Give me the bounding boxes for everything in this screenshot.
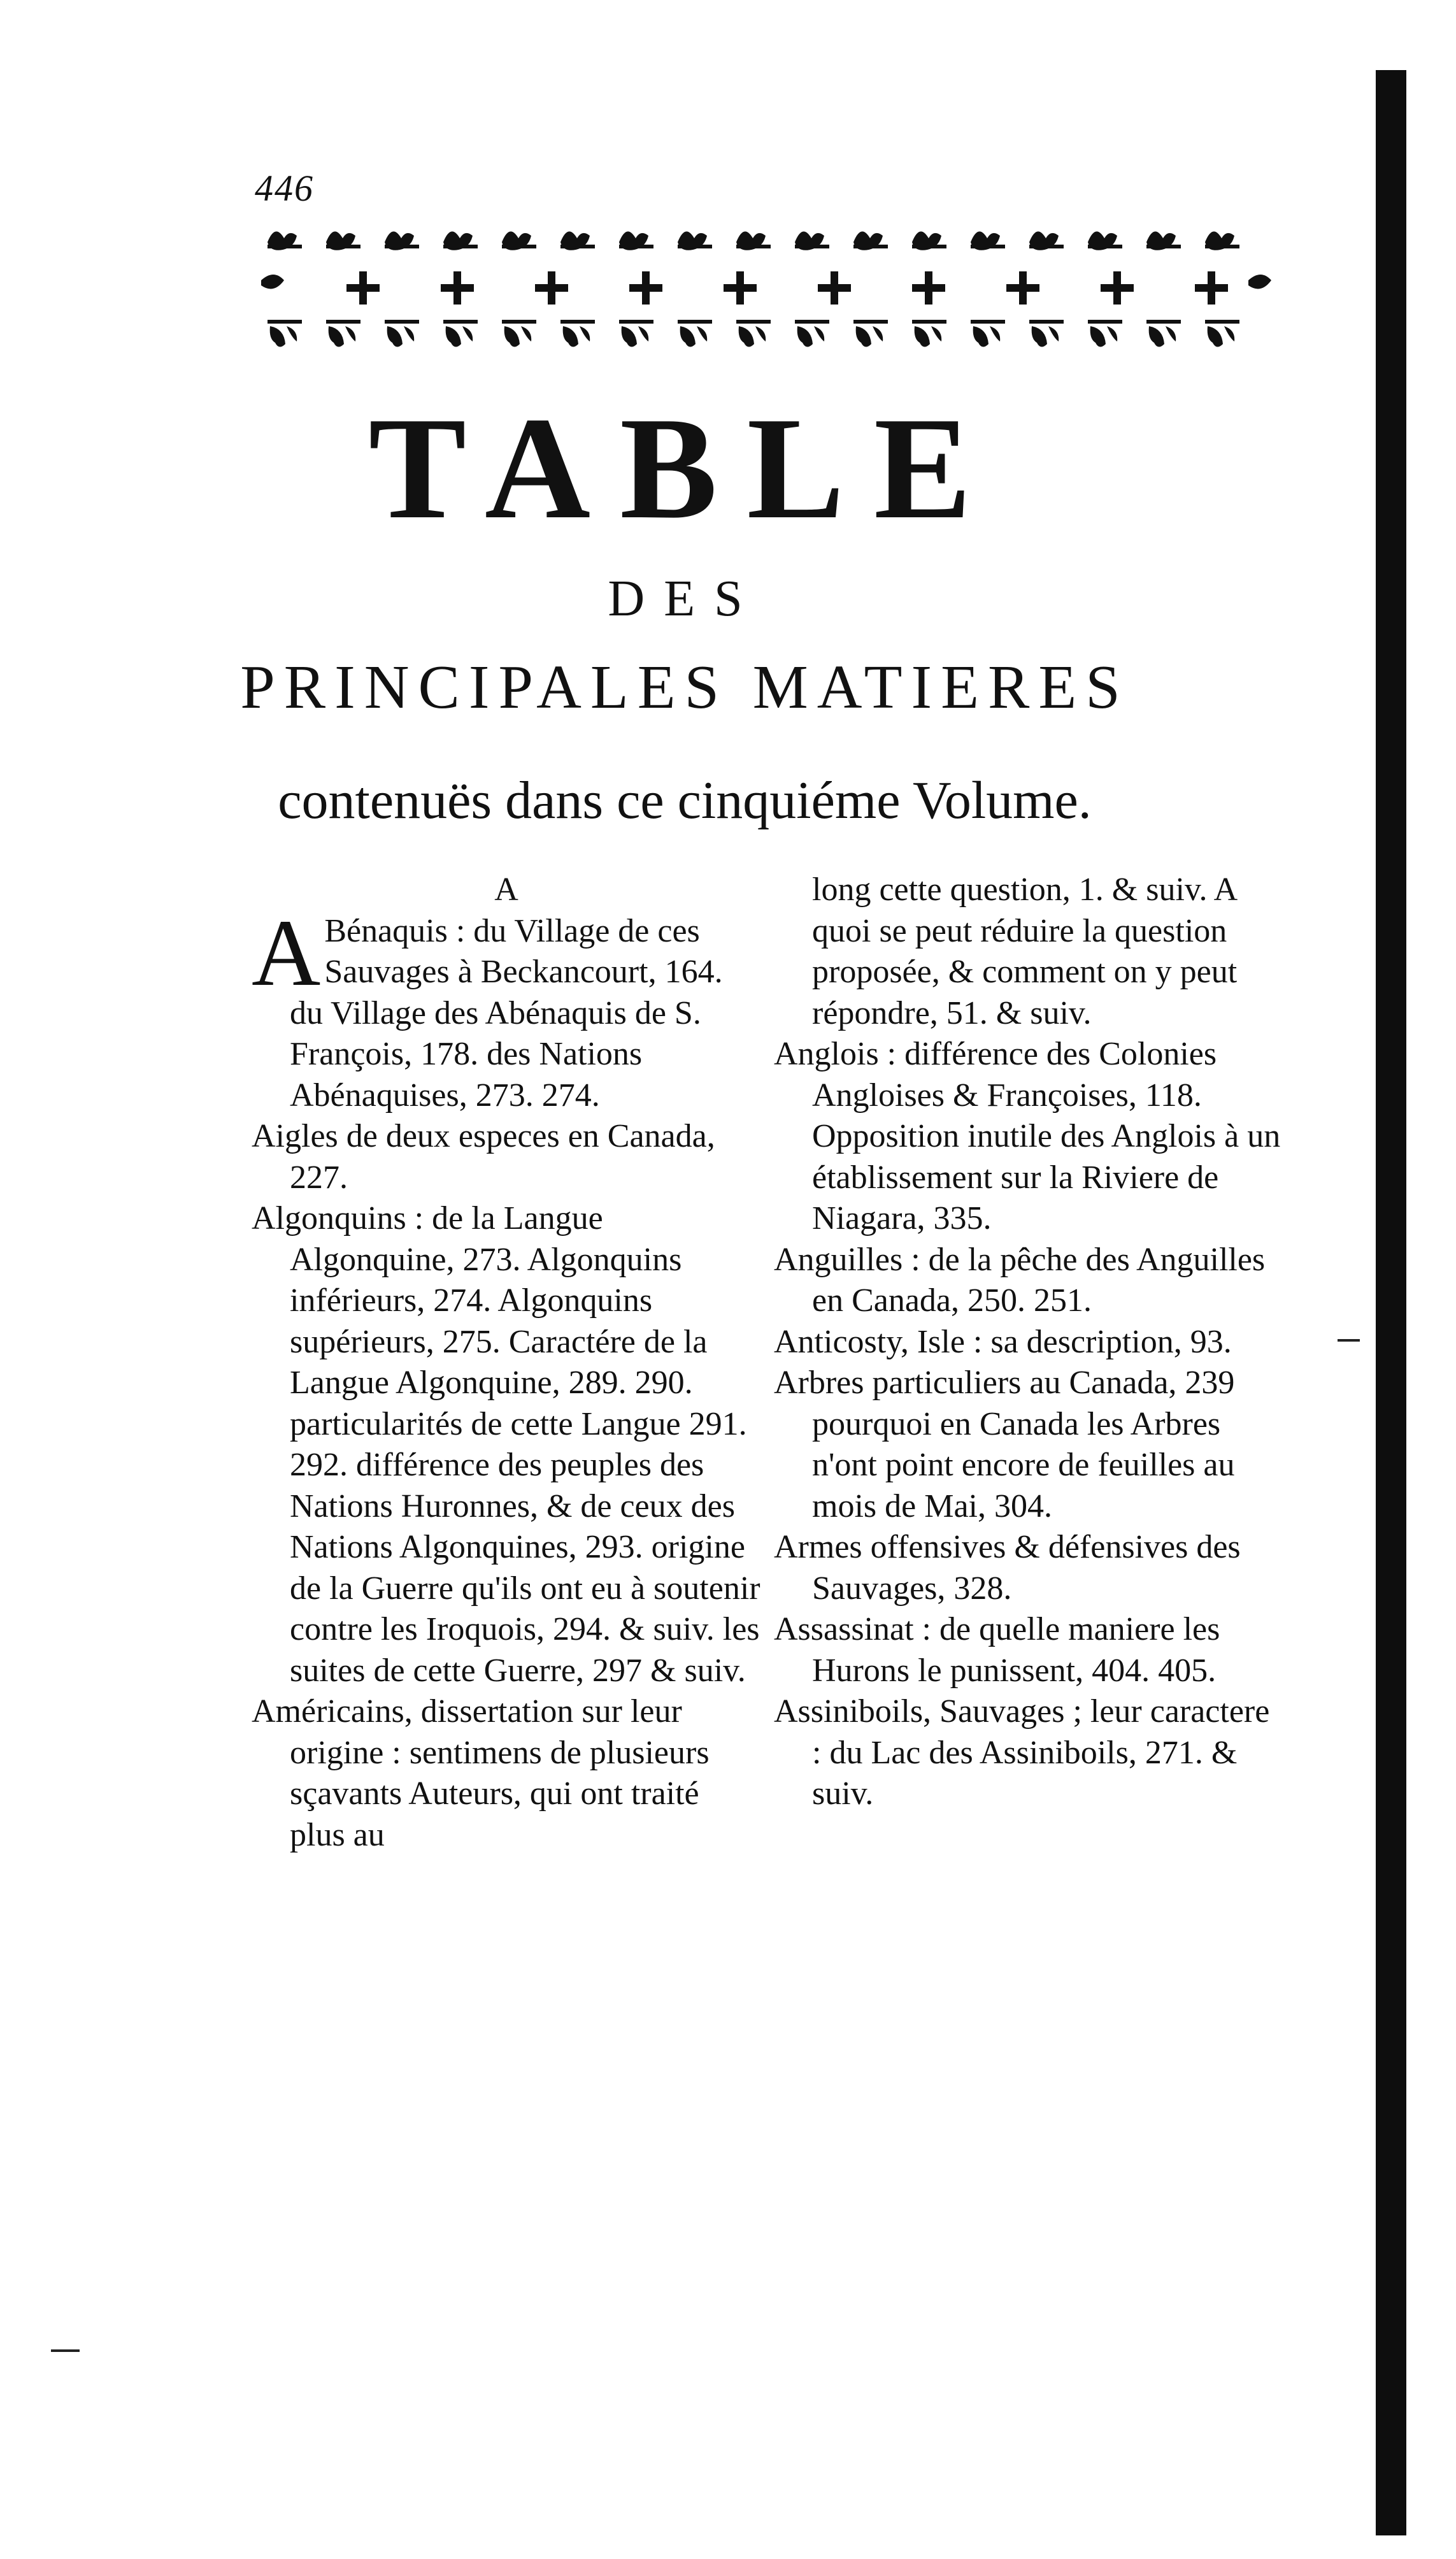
ornament-header-band [255, 217, 1274, 369]
fleuron-ornament [385, 320, 419, 347]
index-entry: Armes offensives & défensives des Sauvages, 328. [774, 1529, 1241, 1607]
fleuron-ornament [1029, 320, 1064, 347]
subtitle-contenues: contenuës dans ce cinquiéme Volume. [278, 771, 1092, 830]
fleuron-ornament [912, 320, 946, 347]
fleuron-ornament [261, 275, 284, 289]
index-entry: Algonquins : de la Langue Algonquine, 273. Algonquins inférieurs, 274. Algonquins supérieurs, 275. Caractére de la Langue Algonquine, 289. 290. particularités de cette Langue 291. 292. différence des peuples des Nations Huronnes, & de ceux des Nations Algonquines, 293. origine de la Guerre qu'ils ont eu à soutenir contre les Iroquois, 294. & suiv. les suites de cette Guerre, 297 & suiv. [252, 1200, 760, 1689]
cross-ornament [724, 271, 757, 305]
fleuron-ornament [971, 231, 1005, 250]
fleuron-ornament [443, 231, 478, 250]
fleuron-ornament [619, 231, 653, 250]
index-entry: Assassinat : de quelle maniere les Hurons le punissent, 404. 405. [774, 1611, 1220, 1689]
subtitle-des: DES [608, 571, 762, 627]
fleuron-ornament [853, 320, 888, 347]
page-number: 446 [255, 168, 314, 209]
index-entry [252, 900, 761, 1117]
fleuron-ornament [1205, 320, 1239, 347]
fleuron-ornament [268, 320, 302, 347]
index-entry: Arbres particuliers au Canada, 239 pourquoi en Canada les Arbres n'ont point encore de feuilles au mois de Mai, 304. [774, 1365, 1235, 1524]
fleuron-ornament [385, 231, 419, 250]
cross-ornament [1195, 271, 1228, 305]
fleuron-ornament [795, 320, 829, 347]
fleuron-ornament [268, 231, 302, 250]
fleuron-ornament [1146, 231, 1181, 250]
cross-ornament [346, 271, 380, 305]
index-entry-continued: long cette question, 1. & suiv. A quoi se peut réduire la question proposée, & comment on y peut répondre, 51. & suiv. [812, 871, 1238, 1031]
index-entry: Anguilles : de la pêche des Anguilles en Canada, 250. 251. [774, 1241, 1266, 1319]
index-entry-text: Bénaquis : du Village de ces Sauvages à Beckancourt, 164. du Village des Abénaquis de S. François, 178. des Nations Abénaquises, 273. 274. [290, 912, 723, 1114]
cross-ornament [535, 271, 568, 305]
index-column-right [774, 870, 1283, 1815]
fleuron-ornament [853, 231, 888, 250]
fleuron-ornament [1248, 275, 1271, 289]
index-entry: Assiniboils, Sauvages ; leur caractere : du Lac des Assiniboils, 271. & suiv. [774, 1693, 1270, 1812]
index-entry: Aigles de deux especes en Canada, 227. [252, 1118, 715, 1196]
margin-mark [51, 2349, 80, 2352]
fleuron-ornament [619, 320, 653, 347]
subtitle-principales-matieres: PRINCIPALES MATIERES [240, 653, 1129, 722]
title-table: TABLE [368, 387, 1001, 549]
cross-ornament [441, 271, 474, 305]
drop-cap: A [252, 900, 321, 1006]
index-entry: Anticosty, Isle : sa description, 93. [774, 1323, 1232, 1360]
index-entry: Anglois : différence des Colonies Angloises & Françoises, 118. Opposition inutile des Anglois à un établissement sur la Riviere de Niagara, 335. [774, 1036, 1281, 1236]
fleuron-ornament [560, 320, 595, 347]
cross-ornament [912, 271, 945, 305]
cross-ornament [1101, 271, 1134, 305]
fleuron-ornament [502, 231, 536, 250]
fleuron-ornament [736, 320, 771, 347]
index-column-left [252, 870, 761, 1856]
margin-mark [1338, 1339, 1360, 1342]
fleuron-ornament [795, 231, 829, 250]
fleuron-ornament [1146, 320, 1181, 347]
fleuron-ornament [443, 320, 478, 347]
fleuron-ornament [678, 320, 712, 347]
cross-ornament [1006, 271, 1039, 305]
cross-ornament [629, 271, 662, 305]
fleuron-ornament [1088, 320, 1122, 347]
fleuron-ornament [326, 320, 360, 347]
index-entry: Américains, dissertation sur leur origine : sentimens de plusieurs sçavants Auteurs, qui ont traité plus au [252, 1693, 710, 1853]
fleuron-ornament [326, 231, 360, 250]
fleuron-ornament [1029, 231, 1064, 250]
fleuron-ornament [971, 320, 1005, 347]
fleuron-ornament [560, 231, 595, 250]
section-letter: A [494, 871, 518, 908]
fleuron-ornament [912, 231, 946, 250]
cross-ornament [818, 271, 851, 305]
fleuron-ornament [502, 320, 536, 347]
fleuron-ornament [736, 231, 771, 250]
fleuron-ornament [1205, 231, 1239, 250]
fleuron-ornament [1088, 231, 1122, 250]
fleuron-ornament [678, 231, 712, 250]
page-edge-shadow [1376, 70, 1406, 2535]
